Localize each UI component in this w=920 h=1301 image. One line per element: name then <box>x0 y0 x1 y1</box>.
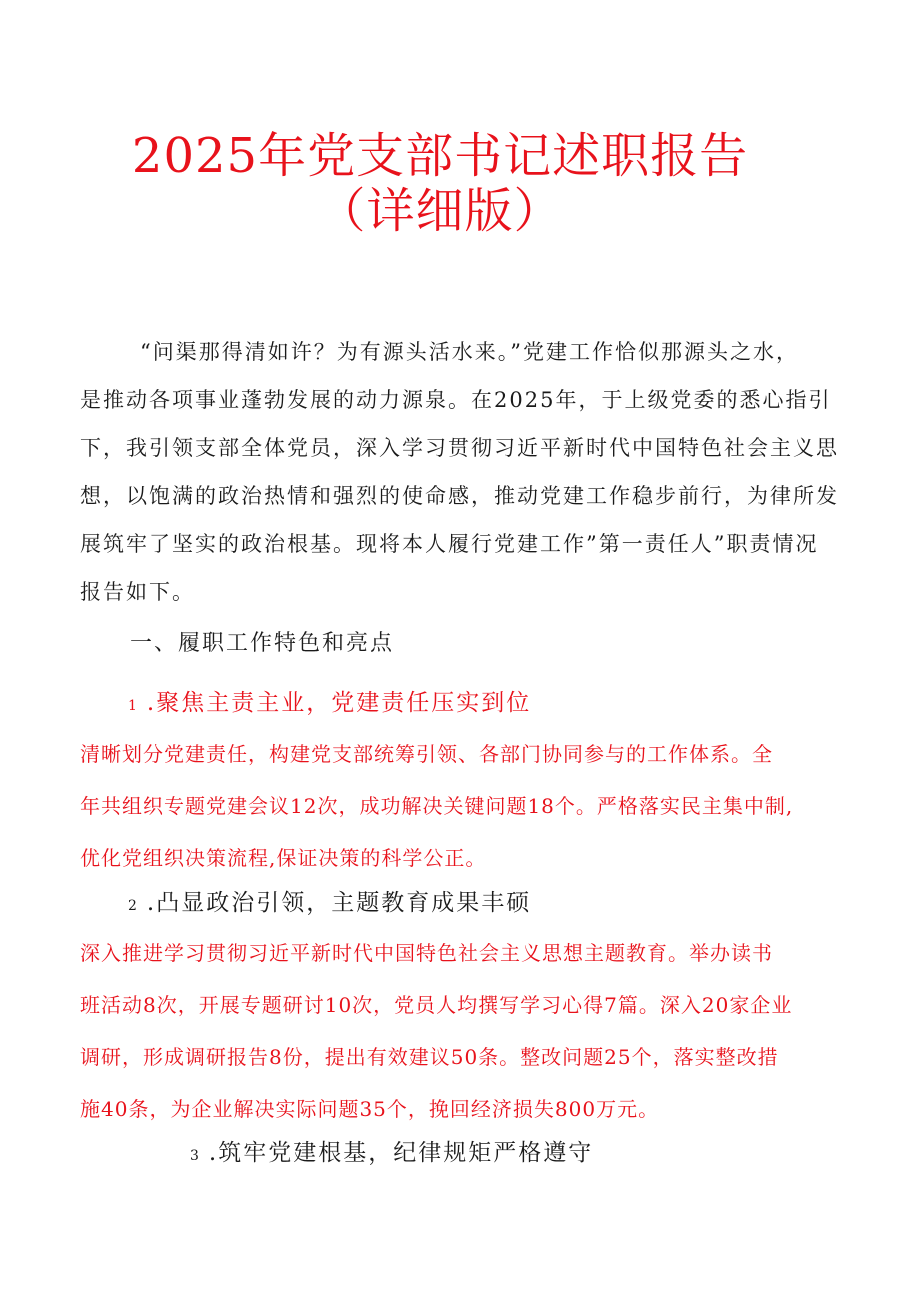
intro-line: 报告如下。 <box>80 580 195 604</box>
paragraph-line: 班活动8次，开展专题研讨10次，党员人均撰写学习心得7篇。深入20家企业 <box>80 993 793 1017</box>
sub-heading-number: 3 <box>190 1148 199 1164</box>
document-subtitle: （详细版） <box>317 183 563 239</box>
paragraph-line: 调研，形成调研报告8份，提出有效建议50条。整改问题25个，落实整改措 <box>80 1045 779 1069</box>
intro-line: 想，以饱满的政治热情和强烈的使命感，推动党建工作稳步前行，为律所发 <box>80 484 839 508</box>
paragraph-line: 施40条，为企业解决实际问题35个，挽回经济损失800万元。 <box>80 1097 660 1121</box>
document-title: 2025年党支部书记述职报告 <box>131 128 749 184</box>
sub-heading-number: 1 <box>128 698 137 714</box>
intro-line: 下，我引领支部全体党员，深入学习贯彻习近平新时代中国特色社会主义思 <box>80 436 839 460</box>
paragraph-line: 优化党组织决策流程,保证决策的科学公正。 <box>80 846 487 870</box>
intro-line: 是推动各项事业蓬勃发展的动力源泉。在2025年，于上级党委的悉心指引 <box>80 388 832 412</box>
item-1-paragraph <box>80 728 815 884</box>
sub-heading-3 <box>190 1133 593 1176</box>
section-heading-1: 一、履职工作特色和亮点 <box>130 631 395 656</box>
paragraph-line: 深入推进学习贯彻习近平新时代中国特色社会主义思想主题教育。举办读书 <box>80 941 773 965</box>
sub-heading-text: .凸显政治引领，主题教育成果丰硕 <box>146 890 532 916</box>
sub-heading-1 <box>128 683 531 726</box>
intro-line: 展筑牢了坚实的政治根基。现将本人履行党建工作”第一责任人”职责情况 <box>80 532 819 556</box>
paragraph-line: 清晰划分党建责任，构建党支部统筹引领、各部门协同参与的工作体系。全 <box>80 742 773 766</box>
item-2-paragraph <box>80 927 815 1135</box>
sub-heading-text: .筑牢党建根基，纪律规矩严格遵守 <box>208 1140 594 1166</box>
intro-paragraph <box>80 328 839 616</box>
sub-heading-2 <box>128 883 531 926</box>
intro-line: “问渠那得清如许？为有源头活水来。”党建工作恰似那源头之水， <box>140 340 799 364</box>
paragraph-line: 年共组织专题党建会议12次，成功解决关键问题18个。严格落实民主集中制, <box>80 794 794 818</box>
sub-heading-text: .聚焦主责主业，党建责任压实到位 <box>146 690 532 716</box>
sub-heading-number: 2 <box>128 898 137 914</box>
